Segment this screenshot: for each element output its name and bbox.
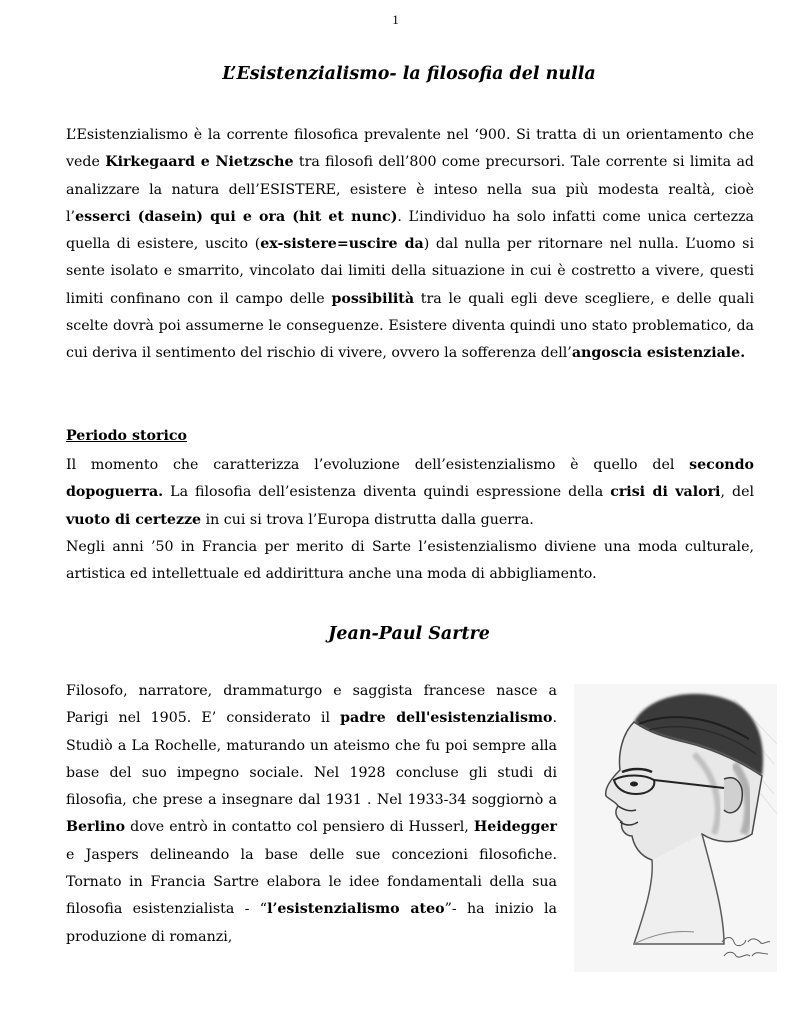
intro-bold-possibilita: possibilità xyxy=(331,290,415,307)
period-bold-vuoto: vuoto di certezze xyxy=(66,511,202,528)
period-text-1: Il momento che caratterizza l’evoluzione dell’esistenzialismo è quello del xyxy=(66,457,690,473)
intro-text-1: L’Esistenzialismo è la corrente filosofica prevalente nel ‘900. Si tratta di un orientamento che vede xyxy=(66,127,754,171)
sartre-paragraph xyxy=(66,678,557,951)
section-title-sartre: Jean-Paul Sartre xyxy=(328,624,490,644)
period-paragraph xyxy=(66,452,754,588)
intro-bold-dasein: esserci (dasein) qui e ora (hit et nunc) xyxy=(75,208,398,225)
intro-bold-precursors: Kirkegaard e Nietzsche xyxy=(105,154,294,171)
intro-paragraph xyxy=(66,122,754,368)
sartre-bold-berlino: Berlino xyxy=(66,819,126,836)
sartre-text-1: Filosofo, narratore, drammaturgo e saggista francese nasce a Parigi nel 1905. E’ considerato il xyxy=(66,683,557,727)
intro-text-2: tra filosofi dell’800 come precursori. Tale corrente si limita ad analizzare la natura dell’ESISTERE, esistere è inteso nella sua più modesta realtà, cioè l’ xyxy=(66,154,754,225)
sartre-text-3: dove entrò in contatto col pensiero di Husserl, xyxy=(125,819,474,836)
period-text-4: in cui si trova l’Europa distrutta dalla guerra. xyxy=(201,511,534,528)
document-title: L’Esistenzialismo- la filosofia del nulla xyxy=(222,64,596,84)
intro-text-5: tra le quali egli deve scegliere, e delle quali scelte dovrà poi assumerne le conseguenze. Esistere diventa quindi uno stato problematico, da cui deriva il sentimento del rischio di vivere, ovvero la sofferenza dell’ xyxy=(66,290,755,362)
sartre-bold-ateo: l’esistenzialismo ateo xyxy=(267,901,445,918)
period-text-3: , del xyxy=(720,484,755,501)
period-bold-dopoguerra: secondo dopoguerra. xyxy=(66,457,754,501)
period-text-anni50: Negli anni ’50 in Francia per merito di Sarte l’esistenzialismo diviene una moda culturale, artistica ed intellettuale ed addirittura anche una moda di abbigliamento. xyxy=(66,538,754,583)
sartre-bold-padre: padre dell'esistenzialismo xyxy=(340,710,553,727)
intro-bold-angoscia: angoscia esistenziale. xyxy=(571,345,746,362)
sartre-portrait-sketch-icon xyxy=(574,684,777,972)
intro-text-3: . L’individuo ha solo infatti come unica certezza quella di esistere, uscito ( xyxy=(66,208,754,253)
sartre-bold-heidegger: Heidegger xyxy=(473,819,557,836)
period-bold-crisi: crisi di valori xyxy=(610,484,721,501)
sartre-text-5: ”- ha inizio la produzione di romanzi, xyxy=(66,901,557,945)
sartre-text-2: . Studiò a La Rochelle, maturando un ateismo che fu poi sempre alla base del suo impegno sociale. Nel 1928 concluse gli studi di filosofia, che prese a insegnare dal 1931 . Nel 1933-34 soggiornò a xyxy=(66,710,557,809)
section-heading-periodo: Periodo storico xyxy=(66,428,187,444)
period-text-2: La filosofia dell’esistenza diventa quindi espressione della xyxy=(163,484,611,501)
intro-bold-ex-sistere: ex-sistere=uscire da xyxy=(260,236,424,253)
page-number: 1 xyxy=(392,12,399,27)
intro-text-4: ) dal nulla per ritornare nel nulla. L’uomo si sente isolato e smarrito, vincolato dai limiti della situazione in cui è costretto a vivere, questi limiti confinano con il campo delle xyxy=(66,236,754,307)
sartre-text-4: e Jaspers delineando la base delle sue concezioni filosofiche. Tornato in Francia Sartre elabora le idee fondamentali della sua filosofia esistenzialista - “ xyxy=(66,846,557,918)
